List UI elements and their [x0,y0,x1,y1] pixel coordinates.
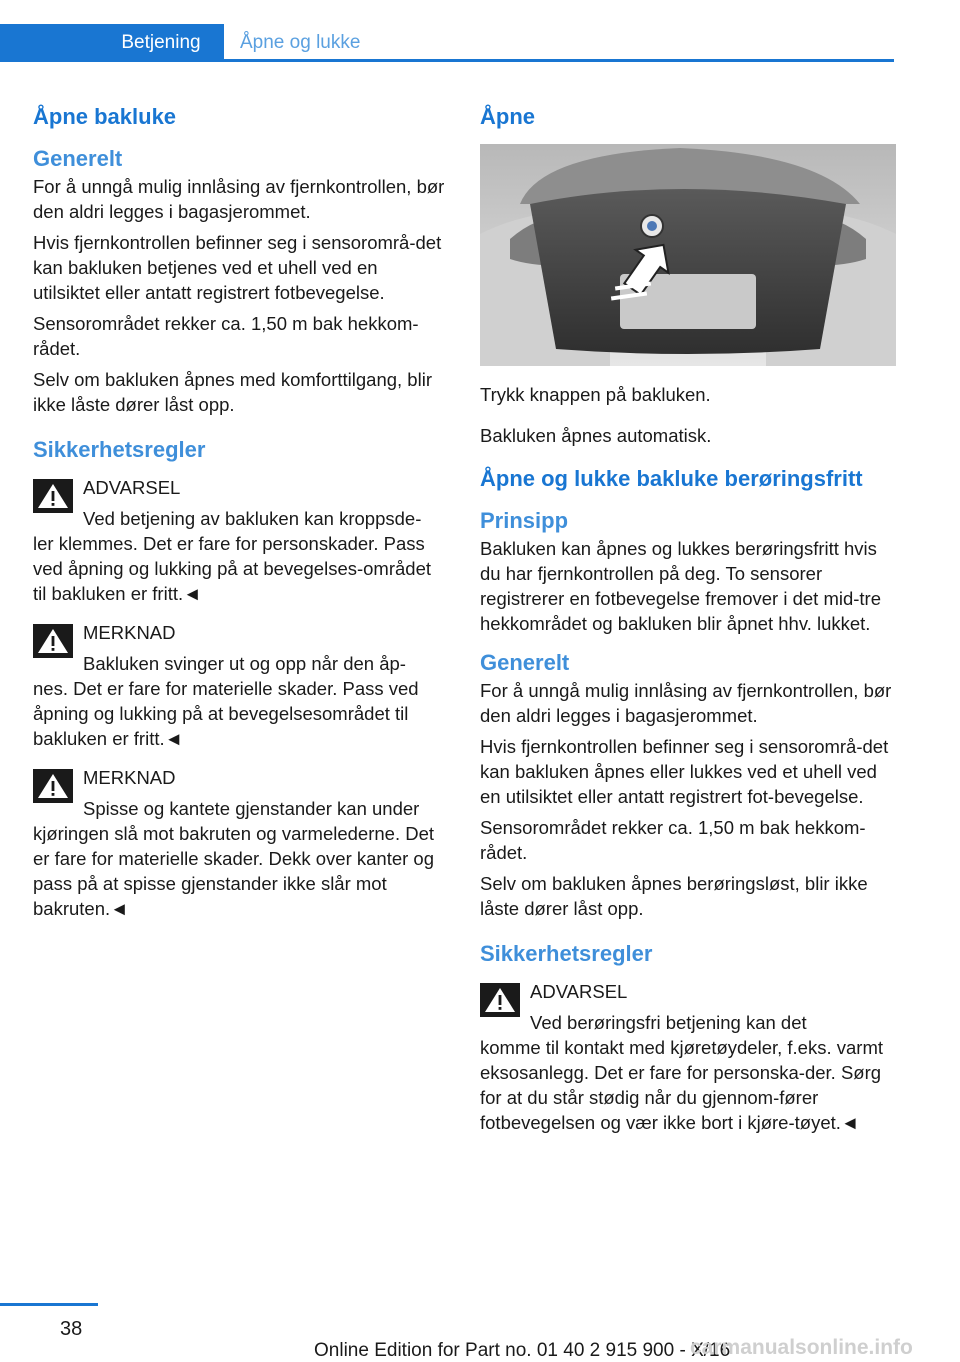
warning-text-first-line: Ved betjening av bakluken kan kroppsde- [83,508,422,529]
header-rule [224,59,894,62]
paragraph: Hvis fjernkontrollen befinner seg i sensorområ-det kan bakluken åpnes eller lukkes ved et uhell ved en utilsiktet eller antatt registrert fot-bevegelse. [480,736,889,807]
paragraph: Trykk knappen på bakluken. [480,384,711,405]
subheading-prinsipp: Prinsipp [480,508,569,533]
warning-block [480,979,896,1135]
section-title-touchless: Åpne og lukke bakluke berøringsfritt [480,466,863,491]
warning-label: ADVARSEL [83,477,181,498]
warning-text: ler klemmes. Det er fare for personskader. Pass ved åpning og lukking på at bevegelses-området til bakluken er fritt.◄ [33,533,432,604]
warning-text-first-line: Ved berøringsfri betjening kan det [530,1012,807,1033]
tailgate-illustration [480,144,896,366]
paragraph: For å unngå mulig innlåsing av fjernkontrollen, bør den aldri legges i bagasjerommet. [480,680,892,726]
section-title-apne: Åpne [480,104,535,129]
notice-label: MERKNAD [83,767,176,788]
warning-triangle-icon [33,624,73,658]
right-column [480,100,896,1149]
watermark: carmanualsonline.info [690,1336,913,1359]
paragraph: Hvis fjernkontrollen befinner seg i sensorområ-det kan bakluken betjenes ved et uhell ved en utilsiktet eller antatt registrert fotbevegelse. [33,232,442,303]
warning-block [33,475,449,606]
paragraph: Selv om bakluken åpnes berøringsløst, blir ikke låste dører låst opp. [480,873,868,919]
subheading-generelt: Generelt [480,650,570,675]
warning-triangle-icon [33,769,73,803]
paragraph: Sensorområdet rekker ca. 1,50 m bak hekkom-rådet. [33,313,419,359]
paragraph: Bakluken åpnes automatisk. [480,425,712,446]
notice-label: MERKNAD [83,622,176,643]
subheading-generelt: Generelt [33,146,123,171]
edition-note: Online Edition for Part no. 01 40 2 915 900 - X/16 [314,1340,731,1361]
warning-triangle-icon [480,983,520,1017]
warning-label: ADVARSEL [530,981,628,1002]
page-header [0,24,894,62]
page-number: 38 [60,1318,83,1340]
notice-text-first-line: Spisse og kantete gjenstander kan under [83,798,420,819]
paragraph: Bakluken kan åpnes og lukkes berøringsfritt hvis du har fjernkontrollen på deg. To sensorer registrerer en fotbevegelse fremover i det mid-tre hekkområdet og bakluken blir åpnet hhv. lukket. [480,538,882,634]
notice-text-first-line: Bakluken svinger ut og opp når den åp- [83,653,406,674]
notice-text: nes. Det er fare for materielle skader. Pass ved åpning og lukking på at bevegelsesområdet til bakluken er fritt.◄ [33,678,419,749]
notice-block [33,765,449,921]
notice-block [33,620,449,751]
subheading-sikkerhetsregler: Sikkerhetsregler [480,941,653,966]
subheading-sikkerhetsregler: Sikkerhetsregler [33,437,206,462]
warning-text: komme til kontakt med kjøretøydeler, f.eks. varmt eksosanlegg. Det er fare for personska-der. Sørg for at du står stødig når du gjennom-fører fotbevegelsen og vær ikke bort i kjøre-tøyet.◄ [480,1037,883,1133]
paragraph: Sensorområdet rekker ca. 1,50 m bak hekkom-rådet. [480,817,866,863]
left-column [33,100,449,935]
paragraph: Selv om bakluken åpnes med komforttilgang, blir ikke låste dører låst opp. [33,369,432,415]
header-section-apne-og-lukke[interactable]: Åpne og lukke [240,32,361,53]
header-section-betjening[interactable]: Betjening [121,32,201,53]
footer-rule [0,1303,98,1306]
section-title-apne-bakluke: Åpne bakluke [33,104,177,129]
warning-triangle-icon [33,479,73,513]
paragraph: For å unngå mulig innlåsing av fjernkontrollen, bør den aldri legges i bagasjerommet. [33,176,445,222]
notice-text: kjøringen slå mot bakruten og varmelederne. Det er fare for materielle skader. Dekk over kanter og pass på at spisse gjenstander ikke slår mot bakruten.◄ [33,823,435,919]
